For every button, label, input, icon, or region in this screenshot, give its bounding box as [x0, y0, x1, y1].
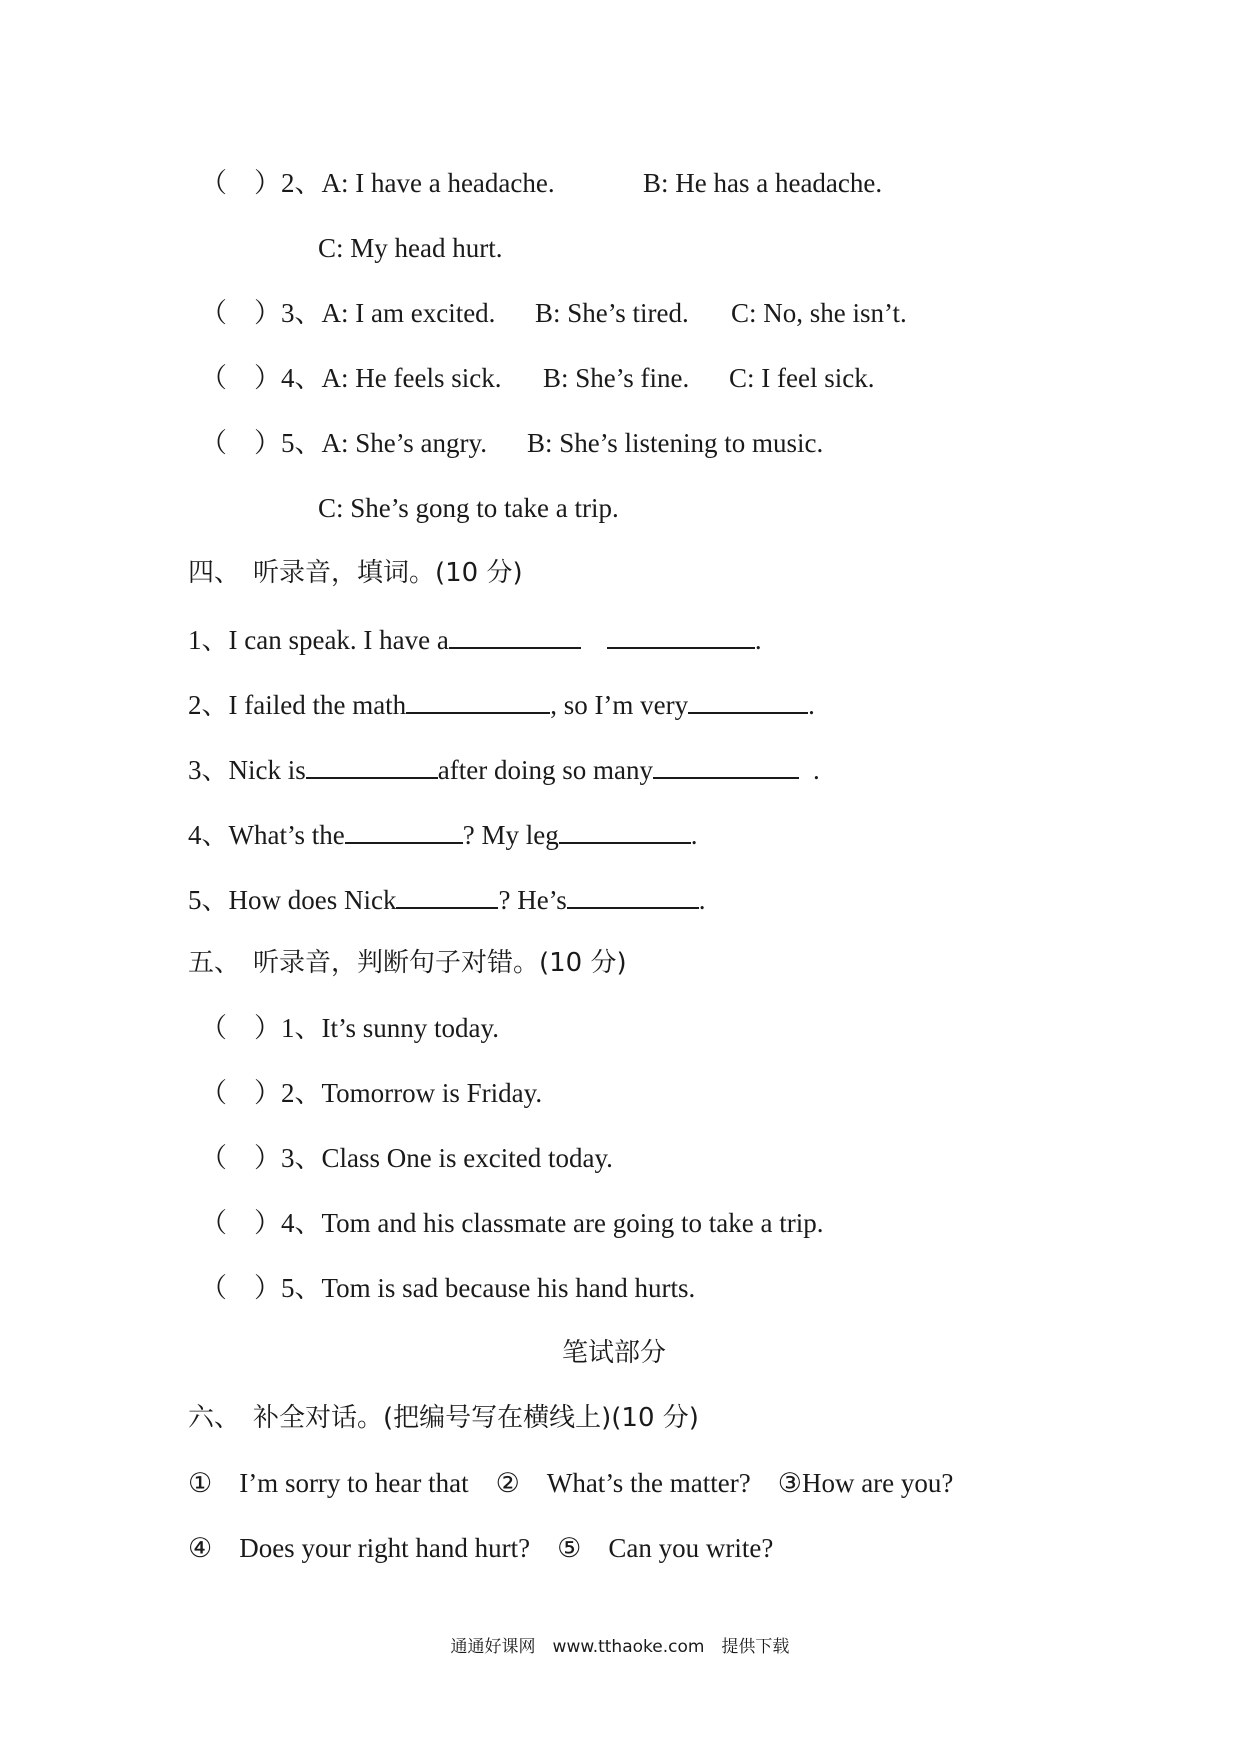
dialogue-options-line-1: ① I’m sorry to hear that ② What’s the matter? ③How are you?: [188, 1468, 954, 1498]
fill-blank[interactable]: [688, 686, 808, 714]
fill-item-1: 1、I can speak. I have a .: [188, 621, 762, 657]
question-3-4-option-b: B: She’s fine.: [543, 363, 690, 393]
fill-blank[interactable]: [567, 881, 699, 909]
answer-paren[interactable]: （ ）: [200, 1013, 281, 1043]
question-3-3: （ ）3、A: I am excited.: [200, 298, 496, 328]
option-a: A: I am excited.: [321, 298, 496, 328]
fill-blank[interactable]: [607, 621, 755, 649]
question-3-2: （ ）2、A: I have a headache.: [200, 168, 555, 198]
question-3-4: （ ）4、A: He feels sick.: [200, 363, 502, 393]
section-5-heading: 五、 听录音，判断句子对错。(10 分): [188, 948, 627, 978]
judge-item-4: （ ）4、Tom and his classmate are going to take a trip.: [200, 1208, 824, 1238]
question-3-2-option-c: C: My head hurt.: [318, 233, 503, 263]
footer-watermark: 通通好课网 www.tthaoke.com 提供下载: [450, 1637, 790, 1657]
dialogue-options-line-2: ④ Does your right hand hurt? ⑤ Can you write?: [188, 1533, 774, 1563]
judge-item-2: （ ）2、Tomorrow is Friday.: [200, 1078, 543, 1108]
option-a: A: She’s angry.: [321, 428, 487, 458]
answer-paren[interactable]: （ ）: [200, 1143, 281, 1173]
question-3-5: （ ）5、A: She’s angry.: [200, 428, 487, 458]
section-4-heading: 四、 听录音，填词。(10 分): [188, 558, 523, 588]
written-part-title: 笔试部分: [562, 1338, 667, 1368]
answer-paren[interactable]: （ ）: [200, 168, 281, 198]
fill-blank[interactable]: [449, 621, 581, 649]
answer-paren[interactable]: （ ）: [200, 1208, 281, 1238]
question-3-3-option-c: C: No, she isn’t.: [731, 298, 907, 328]
fill-blank[interactable]: [345, 816, 463, 844]
question-3-3-option-b: B: She’s tired.: [535, 298, 689, 328]
option-a: A: I have a headache.: [321, 168, 555, 198]
fill-item-4: 4、What’s the ? My leg .: [188, 816, 697, 852]
fill-item-2: 2、I failed the math , so I’m very .: [188, 686, 815, 722]
judge-item-5: （ ）5、Tom is sad because his hand hurts.: [200, 1273, 696, 1303]
fill-blank[interactable]: [406, 686, 550, 714]
answer-paren[interactable]: （ ）: [200, 363, 281, 393]
answer-paren[interactable]: （ ）: [200, 1078, 281, 1108]
fill-blank[interactable]: [306, 751, 438, 779]
question-3-4-option-c: C: I feel sick.: [729, 363, 875, 393]
section-6-heading: 六、 补全对话。(把编号写在横线上)(10 分): [188, 1403, 699, 1433]
fill-item-5: 5、How does Nick ? He’s .: [188, 881, 705, 917]
question-3-5-option-c: C: She’s gong to take a trip.: [318, 493, 619, 523]
answer-paren[interactable]: （ ）: [200, 298, 281, 328]
judge-item-1: （ ）1、It’s sunny today.: [200, 1013, 499, 1043]
fill-blank[interactable]: [559, 816, 691, 844]
answer-paren[interactable]: （ ）: [200, 428, 281, 458]
question-3-2-option-b: B: He has a headache.: [643, 168, 883, 198]
answer-paren[interactable]: （ ）: [200, 1273, 281, 1303]
question-3-5-option-b: B: She’s listening to music.: [527, 428, 824, 458]
option-a: A: He feels sick.: [321, 363, 502, 393]
fill-blank[interactable]: [653, 751, 799, 779]
fill-item-3: 3、Nick is after doing so many .: [188, 751, 820, 787]
judge-item-3: （ ）3、Class One is excited today.: [200, 1143, 613, 1173]
fill-blank[interactable]: [396, 881, 498, 909]
